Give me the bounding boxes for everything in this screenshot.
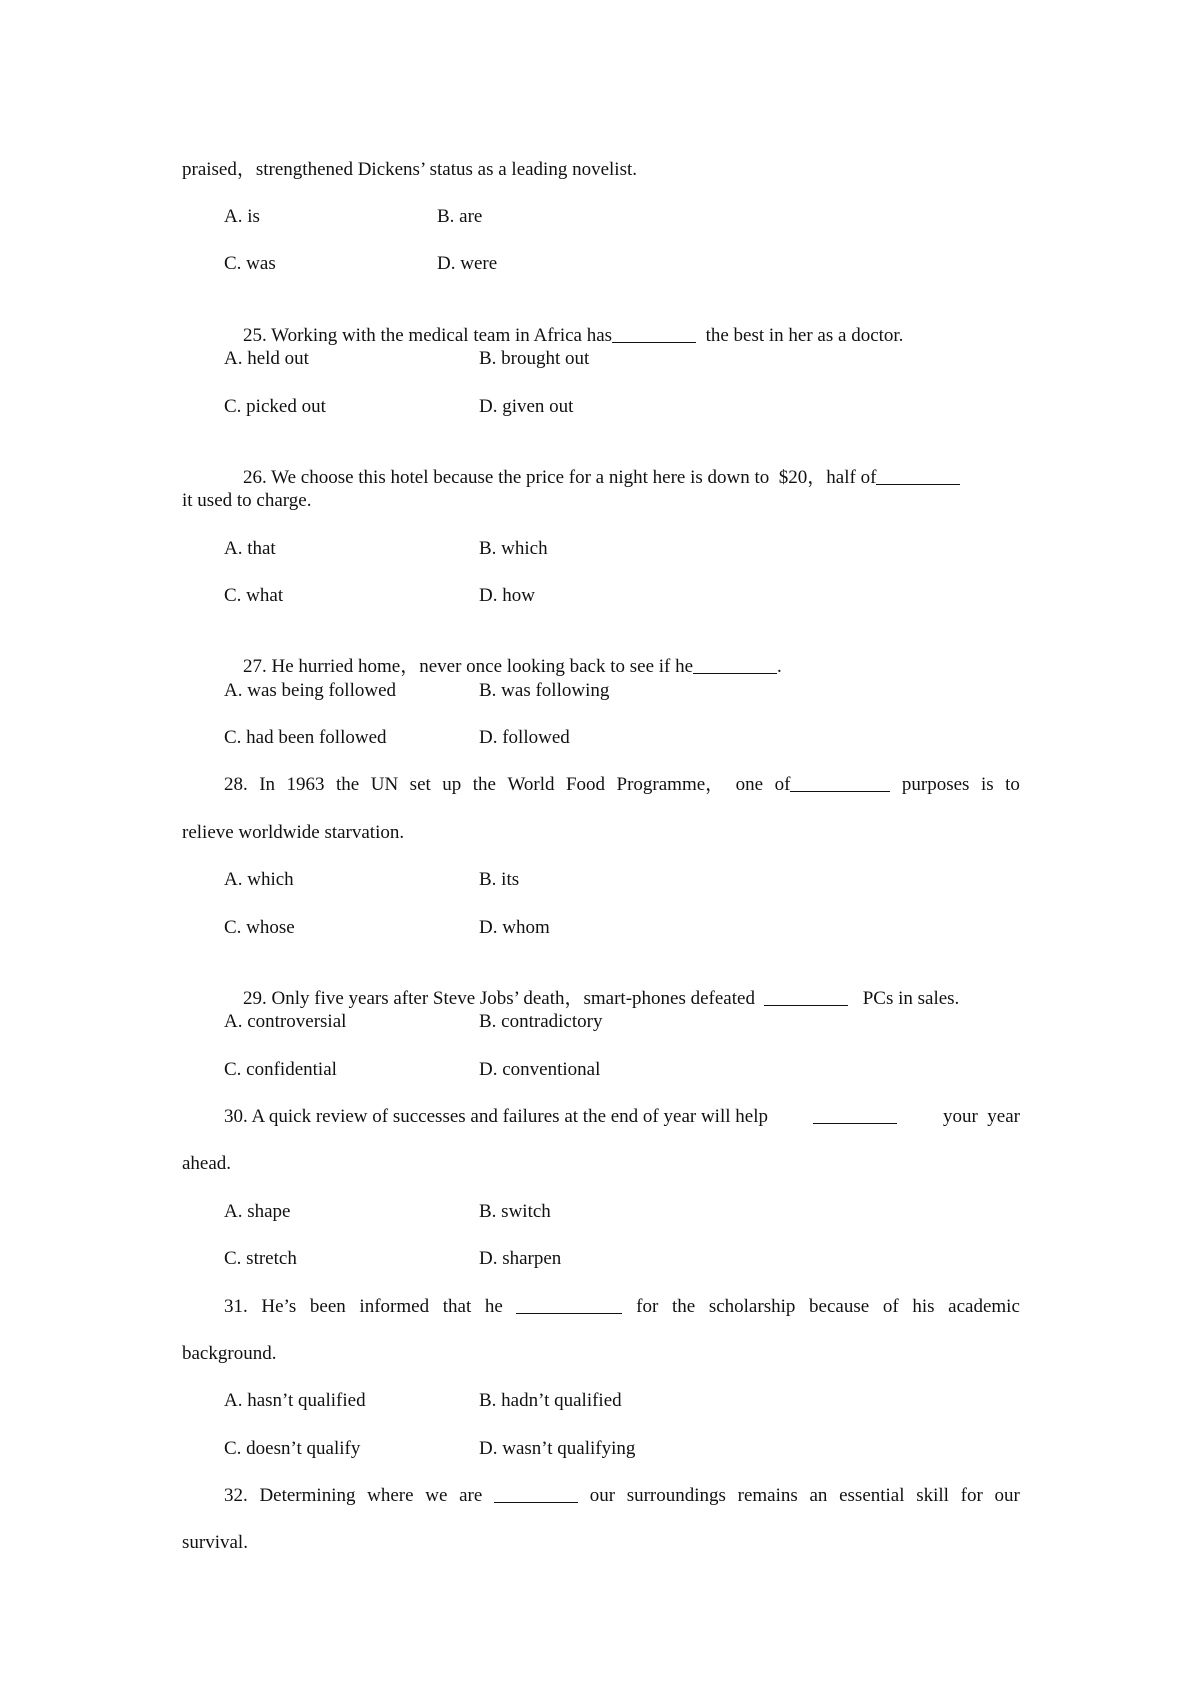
question-word: set xyxy=(409,774,431,795)
question-number: 32. xyxy=(224,1485,248,1506)
question-26 xyxy=(224,442,960,514)
option-a: A. that xyxy=(224,538,276,559)
option-a: A. held out xyxy=(224,348,309,369)
question-word: the xyxy=(336,774,360,795)
question-word: your xyxy=(942,1106,978,1127)
option-d: D. were xyxy=(437,253,498,274)
question-number: 26. xyxy=(243,467,267,488)
option-b: B. switch xyxy=(479,1201,551,1222)
question-word: an xyxy=(809,1485,828,1506)
answer-blank xyxy=(494,1484,578,1503)
question-word: for xyxy=(636,1296,659,1317)
answer-blank xyxy=(693,655,777,674)
question-number: 31. xyxy=(224,1296,248,1317)
question-word: essential xyxy=(839,1485,905,1506)
question-word: our xyxy=(589,1485,616,1506)
question-word: where xyxy=(367,1485,414,1506)
question-word: for xyxy=(960,1485,983,1506)
question-word: of xyxy=(882,1296,899,1317)
option-d: D. how xyxy=(479,585,535,606)
question-continuation: relieve worldwide starvation. xyxy=(182,822,405,843)
question-word: are xyxy=(459,1485,483,1506)
question-word: skill xyxy=(916,1485,949,1506)
option-a: A. was being followed xyxy=(224,680,397,701)
question-word: we xyxy=(425,1485,448,1506)
question-28 xyxy=(224,773,1020,797)
question-text-after xyxy=(943,1105,1020,1129)
question-word: because xyxy=(809,1296,870,1317)
question-number: 27. xyxy=(243,656,267,677)
question-word: scholarship xyxy=(708,1296,796,1317)
question-32 xyxy=(224,1484,1020,1508)
question-word: 1963 xyxy=(286,774,325,795)
option-c: C. stretch xyxy=(224,1248,297,1269)
option-c: C. confidential xyxy=(224,1059,337,1080)
question-word: that xyxy=(442,1296,472,1317)
option-c: C. had been followed xyxy=(224,727,387,748)
option-c: C. doesn’t qualify xyxy=(224,1438,361,1459)
question-word: Programme， xyxy=(616,774,725,795)
question-text-after: . xyxy=(777,656,782,677)
answer-blank xyxy=(790,773,890,792)
question-text: He hurried home，never once looking back to see if he xyxy=(271,656,694,677)
answer-blank xyxy=(612,324,696,343)
question-word: been xyxy=(309,1296,346,1317)
question-continuation: praised，strengthened Dickens’ status as a leading novelist. xyxy=(182,159,637,180)
option-b: B. contradictory xyxy=(479,1011,603,1032)
question-text: We choose this hotel because the price for a night here is down to $20，half of xyxy=(271,467,877,488)
answer-blank xyxy=(876,466,960,485)
answer-blank xyxy=(813,1105,897,1124)
question-word: he xyxy=(484,1296,503,1317)
question-text-after: the best in her as a doctor. xyxy=(705,325,904,346)
option-b: B. brought out xyxy=(479,348,590,369)
question-word: the xyxy=(671,1296,696,1317)
option-a: A. which xyxy=(224,869,294,890)
option-a: A. shape xyxy=(224,1201,291,1222)
question-word: his xyxy=(912,1296,935,1317)
question-word: informed xyxy=(359,1296,430,1317)
question-word: our xyxy=(994,1485,1020,1506)
option-b: B. which xyxy=(479,538,548,559)
question-continuation: it used to charge. xyxy=(182,490,312,511)
question-word: UN xyxy=(370,774,399,795)
question-word: one xyxy=(735,774,764,795)
question-word: is xyxy=(980,774,994,795)
question-word: up xyxy=(442,774,462,795)
option-b: B. are xyxy=(437,206,483,227)
option-d: D. given out xyxy=(479,396,574,417)
question-continuation: survival. xyxy=(182,1532,248,1553)
question-number: 29. xyxy=(243,988,267,1009)
option-c: C. was xyxy=(224,253,276,274)
option-b: B. was following xyxy=(479,680,610,701)
question-word: surroundings xyxy=(626,1485,726,1506)
answer-blank xyxy=(516,1295,622,1314)
question-word: Food xyxy=(565,774,606,795)
option-c: C. what xyxy=(224,585,284,606)
question-word: In xyxy=(259,774,276,795)
question-word: purposes xyxy=(901,774,970,795)
question-word: the xyxy=(472,774,496,795)
option-c: C. picked out xyxy=(224,396,326,417)
question-text: Working with the medical team in Africa has xyxy=(271,325,613,346)
question-word: remains xyxy=(737,1485,798,1506)
question-word: year xyxy=(987,1106,1020,1127)
question-word: He’s xyxy=(261,1296,297,1317)
question-number: 30. xyxy=(224,1106,248,1127)
option-b: B. its xyxy=(479,869,520,890)
option-d: D. followed xyxy=(479,727,570,748)
option-d: D. sharpen xyxy=(479,1248,562,1269)
question-continuation: ahead. xyxy=(182,1153,232,1174)
question-word: to xyxy=(1005,774,1020,795)
question-number-and-text xyxy=(224,1105,768,1129)
question-word: World xyxy=(507,774,555,795)
question-word-with-blank xyxy=(775,773,891,797)
option-a: A. controversial xyxy=(224,1011,347,1032)
answer-blank xyxy=(764,987,848,1006)
question-text-after: PCs in sales. xyxy=(862,988,960,1009)
question-30 xyxy=(224,1105,1020,1129)
option-d: D. wasn’t qualifying xyxy=(479,1438,636,1459)
question-word: academic xyxy=(948,1296,1020,1317)
option-a: A. is xyxy=(224,206,260,227)
question-31 xyxy=(224,1295,1020,1319)
question-text: A quick review of successes and failures at the end of year will help xyxy=(251,1106,768,1127)
option-c: C. whose xyxy=(224,917,295,938)
option-d: D. conventional xyxy=(479,1059,601,1080)
question-number: 25. xyxy=(243,325,267,346)
question-word: of xyxy=(774,774,791,795)
option-b: B. hadn’t qualified xyxy=(479,1390,622,1411)
question-continuation: background. xyxy=(182,1343,277,1364)
option-d: D. whom xyxy=(479,917,550,938)
question-word: Determining xyxy=(259,1485,356,1506)
question-text: Only five years after Steve Jobs’ death，smart-phones defeated xyxy=(271,988,755,1009)
option-a: A. hasn’t qualified xyxy=(224,1390,366,1411)
question-number: 28. xyxy=(224,774,248,795)
